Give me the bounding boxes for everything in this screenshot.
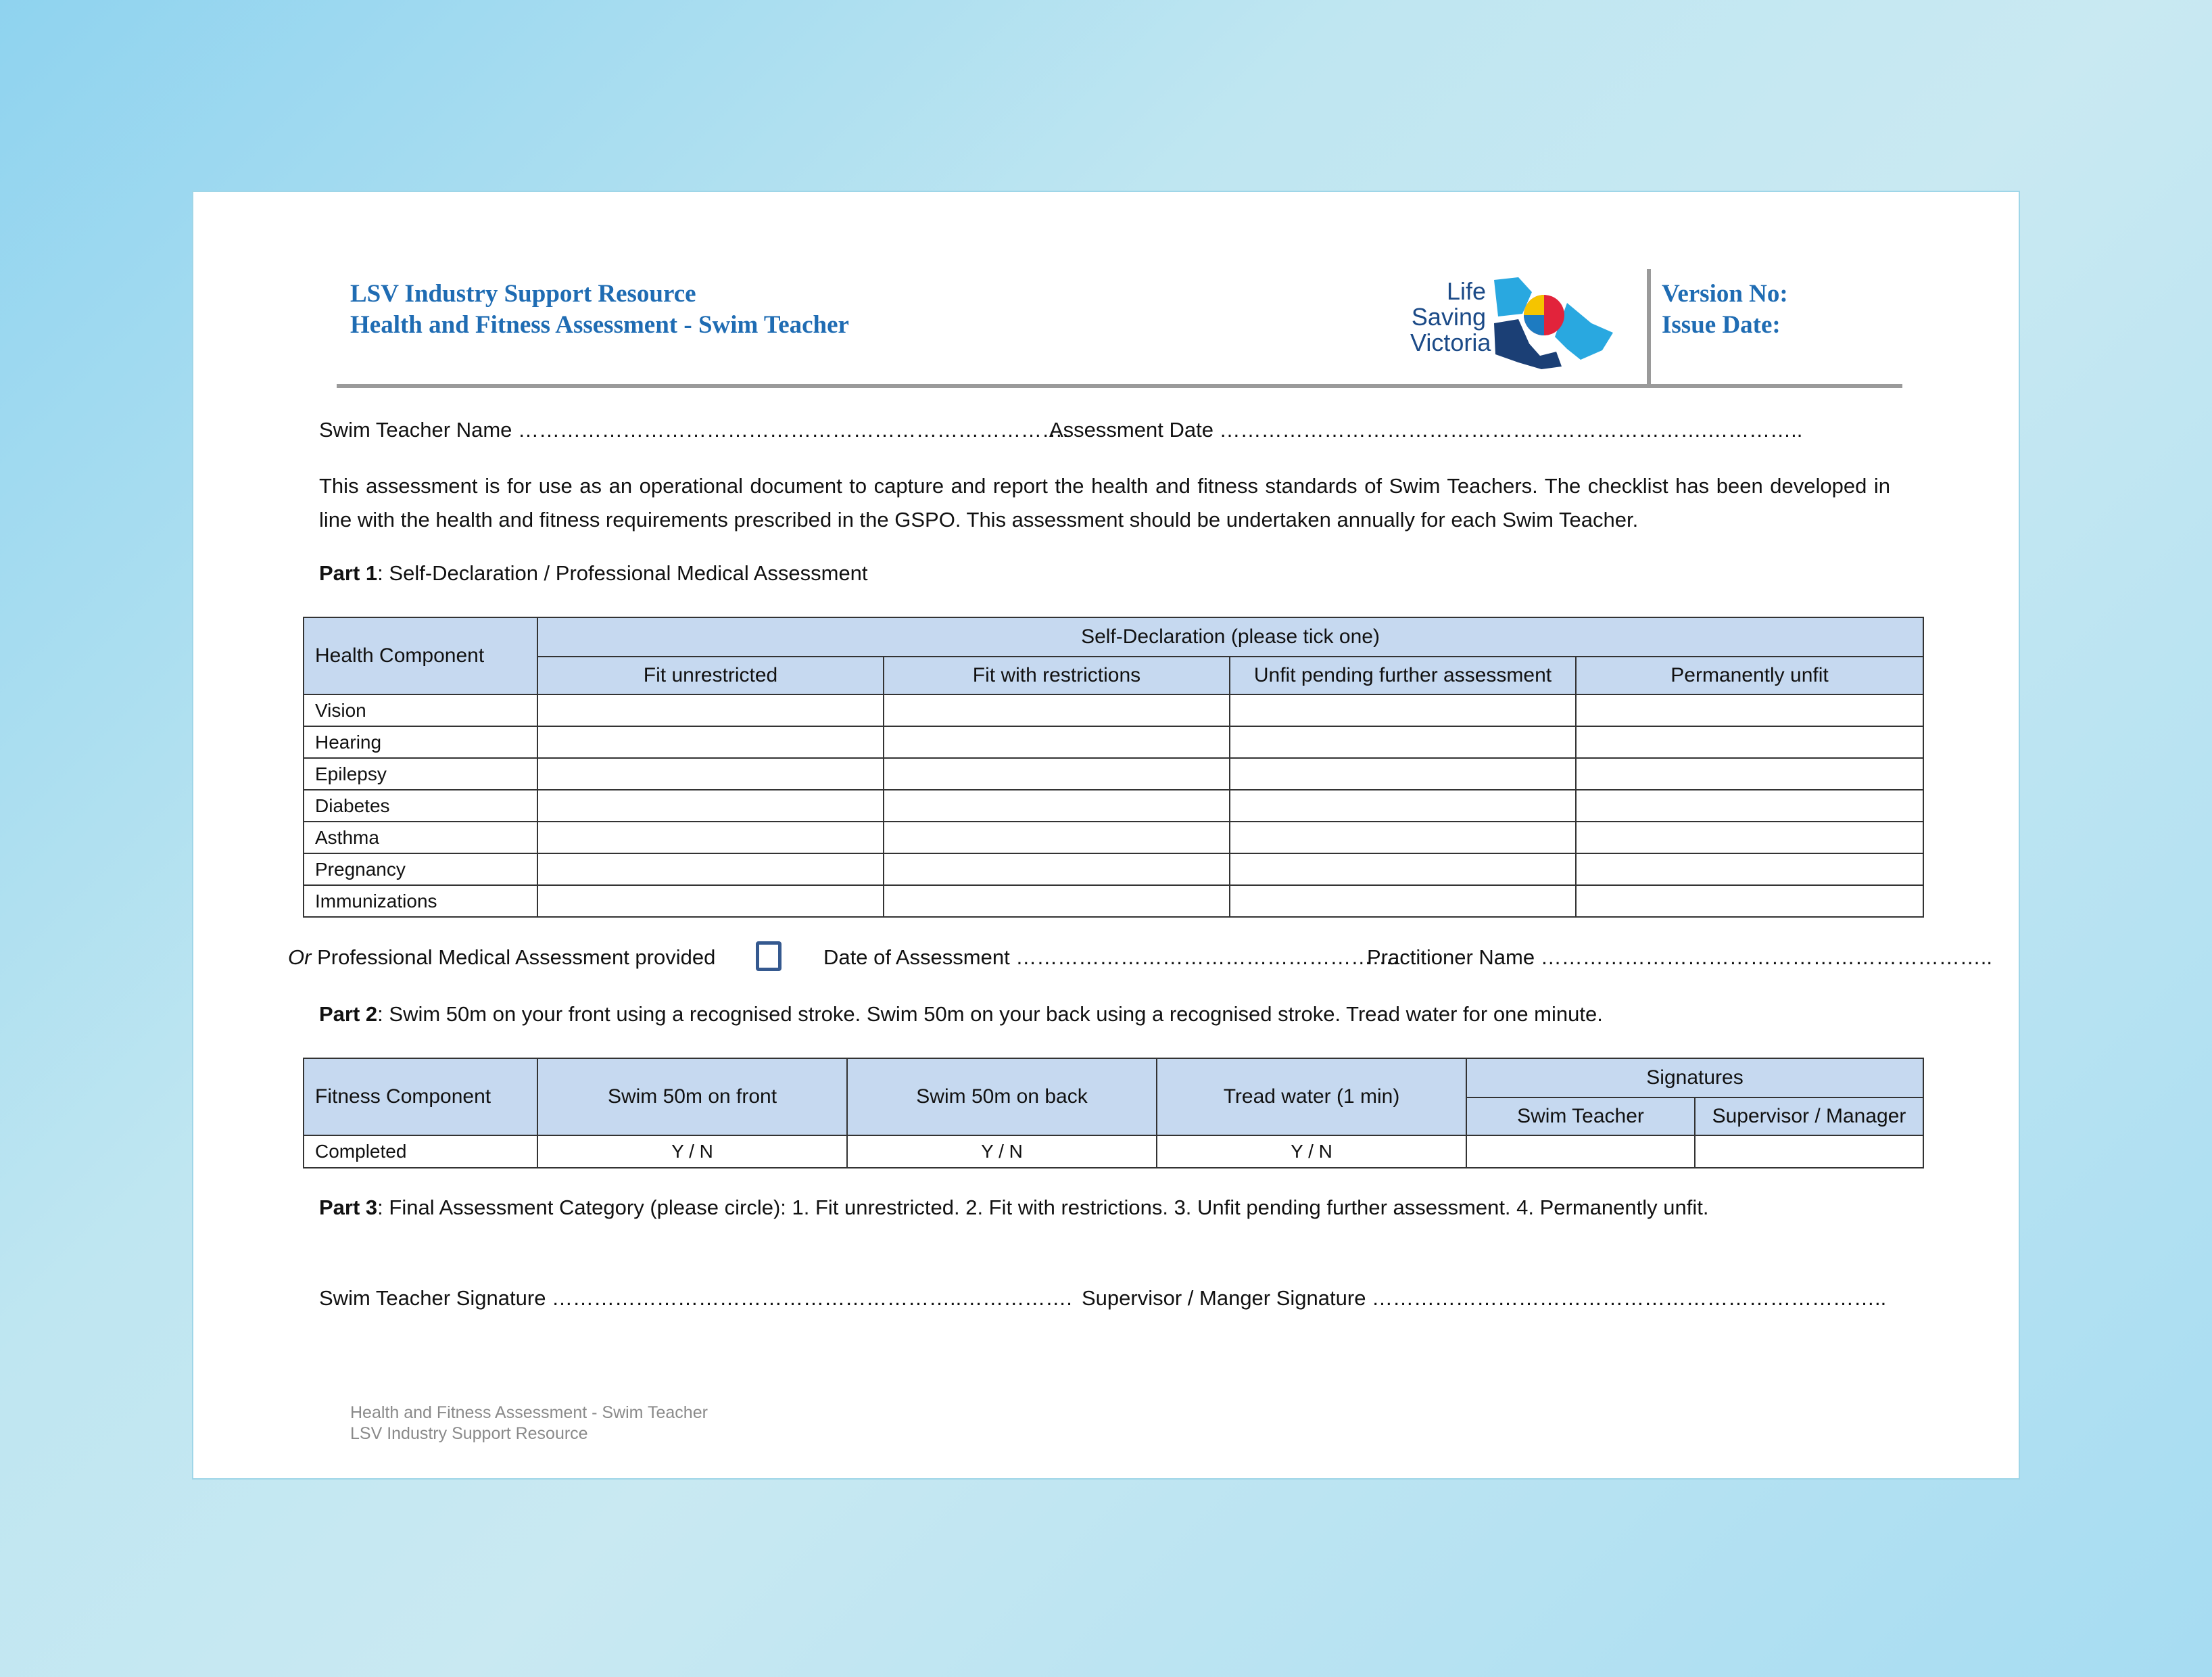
column-header: Swim 50m on front (537, 1058, 847, 1135)
tick-cell[interactable] (537, 726, 884, 758)
tick-cell[interactable] (1230, 790, 1576, 822)
tick-cell[interactable] (537, 790, 884, 822)
footer-line1: Health and Fitness Assessment - Swim Teacher (350, 1403, 708, 1422)
signatures-group-header: Signatures (1466, 1058, 1923, 1097)
table-row (304, 758, 1923, 790)
tick-cell[interactable] (1576, 822, 1923, 853)
yes-no-cell[interactable]: Y / N (537, 1135, 847, 1168)
fitness-component-header: Fitness Component (304, 1058, 537, 1135)
part3-heading (319, 1196, 1708, 1220)
life-saving-victoria-logo (1410, 272, 1647, 373)
swim-teacher-name-field[interactable]: Swim Teacher Name ……………………………………………………………………. (319, 418, 1069, 442)
issue-date-label: Issue Date: (1662, 311, 1781, 339)
logo-text-life: Life (1446, 277, 1486, 305)
row-label: Immunizations (304, 885, 537, 917)
column-header: Fit unrestricted (537, 657, 884, 694)
table-row (304, 726, 1923, 758)
health-component-header: Health Component (304, 617, 537, 694)
tick-cell[interactable] (537, 758, 884, 790)
pma-line (288, 945, 715, 970)
tick-cell[interactable] (884, 694, 1230, 726)
row-label: Pregnancy (304, 853, 537, 885)
part2-heading (319, 1002, 1603, 1026)
tick-cell[interactable] (1230, 853, 1576, 885)
row-label: Asthma (304, 822, 537, 853)
column-header: Fit with restrictions (884, 657, 1230, 694)
tick-cell[interactable] (1576, 790, 1923, 822)
tick-cell[interactable] (537, 885, 884, 917)
tick-cell[interactable] (884, 822, 1230, 853)
row-label: Vision (304, 694, 537, 726)
pma-label: Professional Medical Assessment provided (317, 945, 716, 969)
part2-label: Part 2 (319, 1002, 378, 1026)
header-title-line2: Health and Fitness Assessment - Swim Teacher (350, 311, 849, 339)
tick-cell[interactable] (1576, 853, 1923, 885)
logo-map-icon (1491, 276, 1627, 371)
pma-checkbox[interactable] (756, 941, 782, 971)
signature-cell[interactable] (1695, 1135, 1923, 1168)
header-title-line1: LSV Industry Support Resource (350, 280, 696, 308)
logo-text-victoria: Victoria (1410, 329, 1491, 356)
table-row (304, 822, 1923, 853)
tick-cell[interactable] (1576, 758, 1923, 790)
version-no-label: Version No: (1662, 280, 1788, 308)
row-label: Completed (304, 1135, 537, 1168)
column-header: Permanently unfit (1576, 657, 1923, 694)
yes-no-cell[interactable]: Y / N (1157, 1135, 1466, 1168)
table-row (304, 1135, 1923, 1168)
yes-no-cell[interactable]: Y / N (847, 1135, 1157, 1168)
intro-paragraph: This assessment is for use as an operational document to capture and report the health and fitness standards of Swim Teachers. The checklist has been developed in line with the health and fitness requirements prescribed in the GSPO. This assessment should be undertaken annually for each Swim Teacher. (319, 474, 1890, 532)
table-row (304, 853, 1923, 885)
column-header: Swim 50m on back (847, 1058, 1157, 1135)
part3-text: : Final Assessment Category (please circle): 1. Fit unrestricted. 2. Fit with restrictions. 3. Unfit pending further assessment. 4. Permanently unfit. (377, 1196, 1709, 1219)
tick-cell[interactable] (884, 758, 1230, 790)
date-of-assessment-field[interactable]: Date of Assessment ………………………………………………. (823, 945, 1399, 969)
signature-cell[interactable] (1466, 1135, 1695, 1168)
column-header: Unfit pending further assessment (1230, 657, 1576, 694)
tick-cell[interactable] (537, 694, 884, 726)
swim-teacher-signature-field[interactable]: Swim Teacher Signature …………………………………………………..……………. (319, 1286, 1072, 1310)
table-row (304, 885, 1923, 917)
tick-cell[interactable] (1230, 758, 1576, 790)
or-label: Or (288, 945, 312, 969)
column-header: Tread water (1 min) (1157, 1058, 1466, 1135)
signature-column-header: Swim Teacher (1466, 1097, 1695, 1135)
tick-cell[interactable] (1576, 694, 1923, 726)
supervisor-signature-field[interactable]: Supervisor / Manger Signature ……………………………………………………………….. (1082, 1286, 1887, 1310)
self-declaration-table (303, 617, 1924, 918)
tick-cell[interactable] (884, 726, 1230, 758)
tick-cell[interactable] (1576, 885, 1923, 917)
tick-cell[interactable] (884, 790, 1230, 822)
table-row (304, 790, 1923, 822)
fitness-table (303, 1058, 1924, 1168)
tick-cell[interactable] (537, 822, 884, 853)
tick-cell[interactable] (537, 853, 884, 885)
self-declaration-group-header: Self-Declaration (please tick one) (537, 617, 1923, 657)
table-row (304, 694, 1923, 726)
part1-text: : Self-Declaration / Professional Medical Assessment (377, 561, 868, 585)
part2-text: : Swim 50m on your front using a recognised stroke. Swim 50m on your back using a recognised stroke. Tread water for one minute. (377, 1002, 1603, 1026)
row-label: Diabetes (304, 790, 537, 822)
tick-cell[interactable] (884, 853, 1230, 885)
tick-cell[interactable] (1230, 885, 1576, 917)
assessment-date-field[interactable]: Assessment Date …………………………………………………………….………….. (1049, 418, 1803, 442)
footer-line2: LSV Industry Support Resource (350, 1424, 588, 1443)
practitioner-name-field[interactable]: Practitioner Name ……………………………………………………….. (1367, 945, 1992, 969)
row-label: Epilepsy (304, 758, 537, 790)
header-vertical-divider (1647, 269, 1651, 387)
part1-heading (319, 561, 868, 586)
header-rule (337, 384, 1902, 388)
logo-text-saving: Saving (1411, 303, 1486, 331)
part3-label: Part 3 (319, 1196, 378, 1219)
document-page (192, 191, 2020, 1480)
part1-label: Part 1 (319, 561, 378, 585)
tick-cell[interactable] (1576, 726, 1923, 758)
tick-cell[interactable] (1230, 822, 1576, 853)
row-label: Hearing (304, 726, 537, 758)
tick-cell[interactable] (1230, 694, 1576, 726)
tick-cell[interactable] (884, 885, 1230, 917)
tick-cell[interactable] (1230, 726, 1576, 758)
signature-column-header: Supervisor / Manager (1695, 1097, 1923, 1135)
